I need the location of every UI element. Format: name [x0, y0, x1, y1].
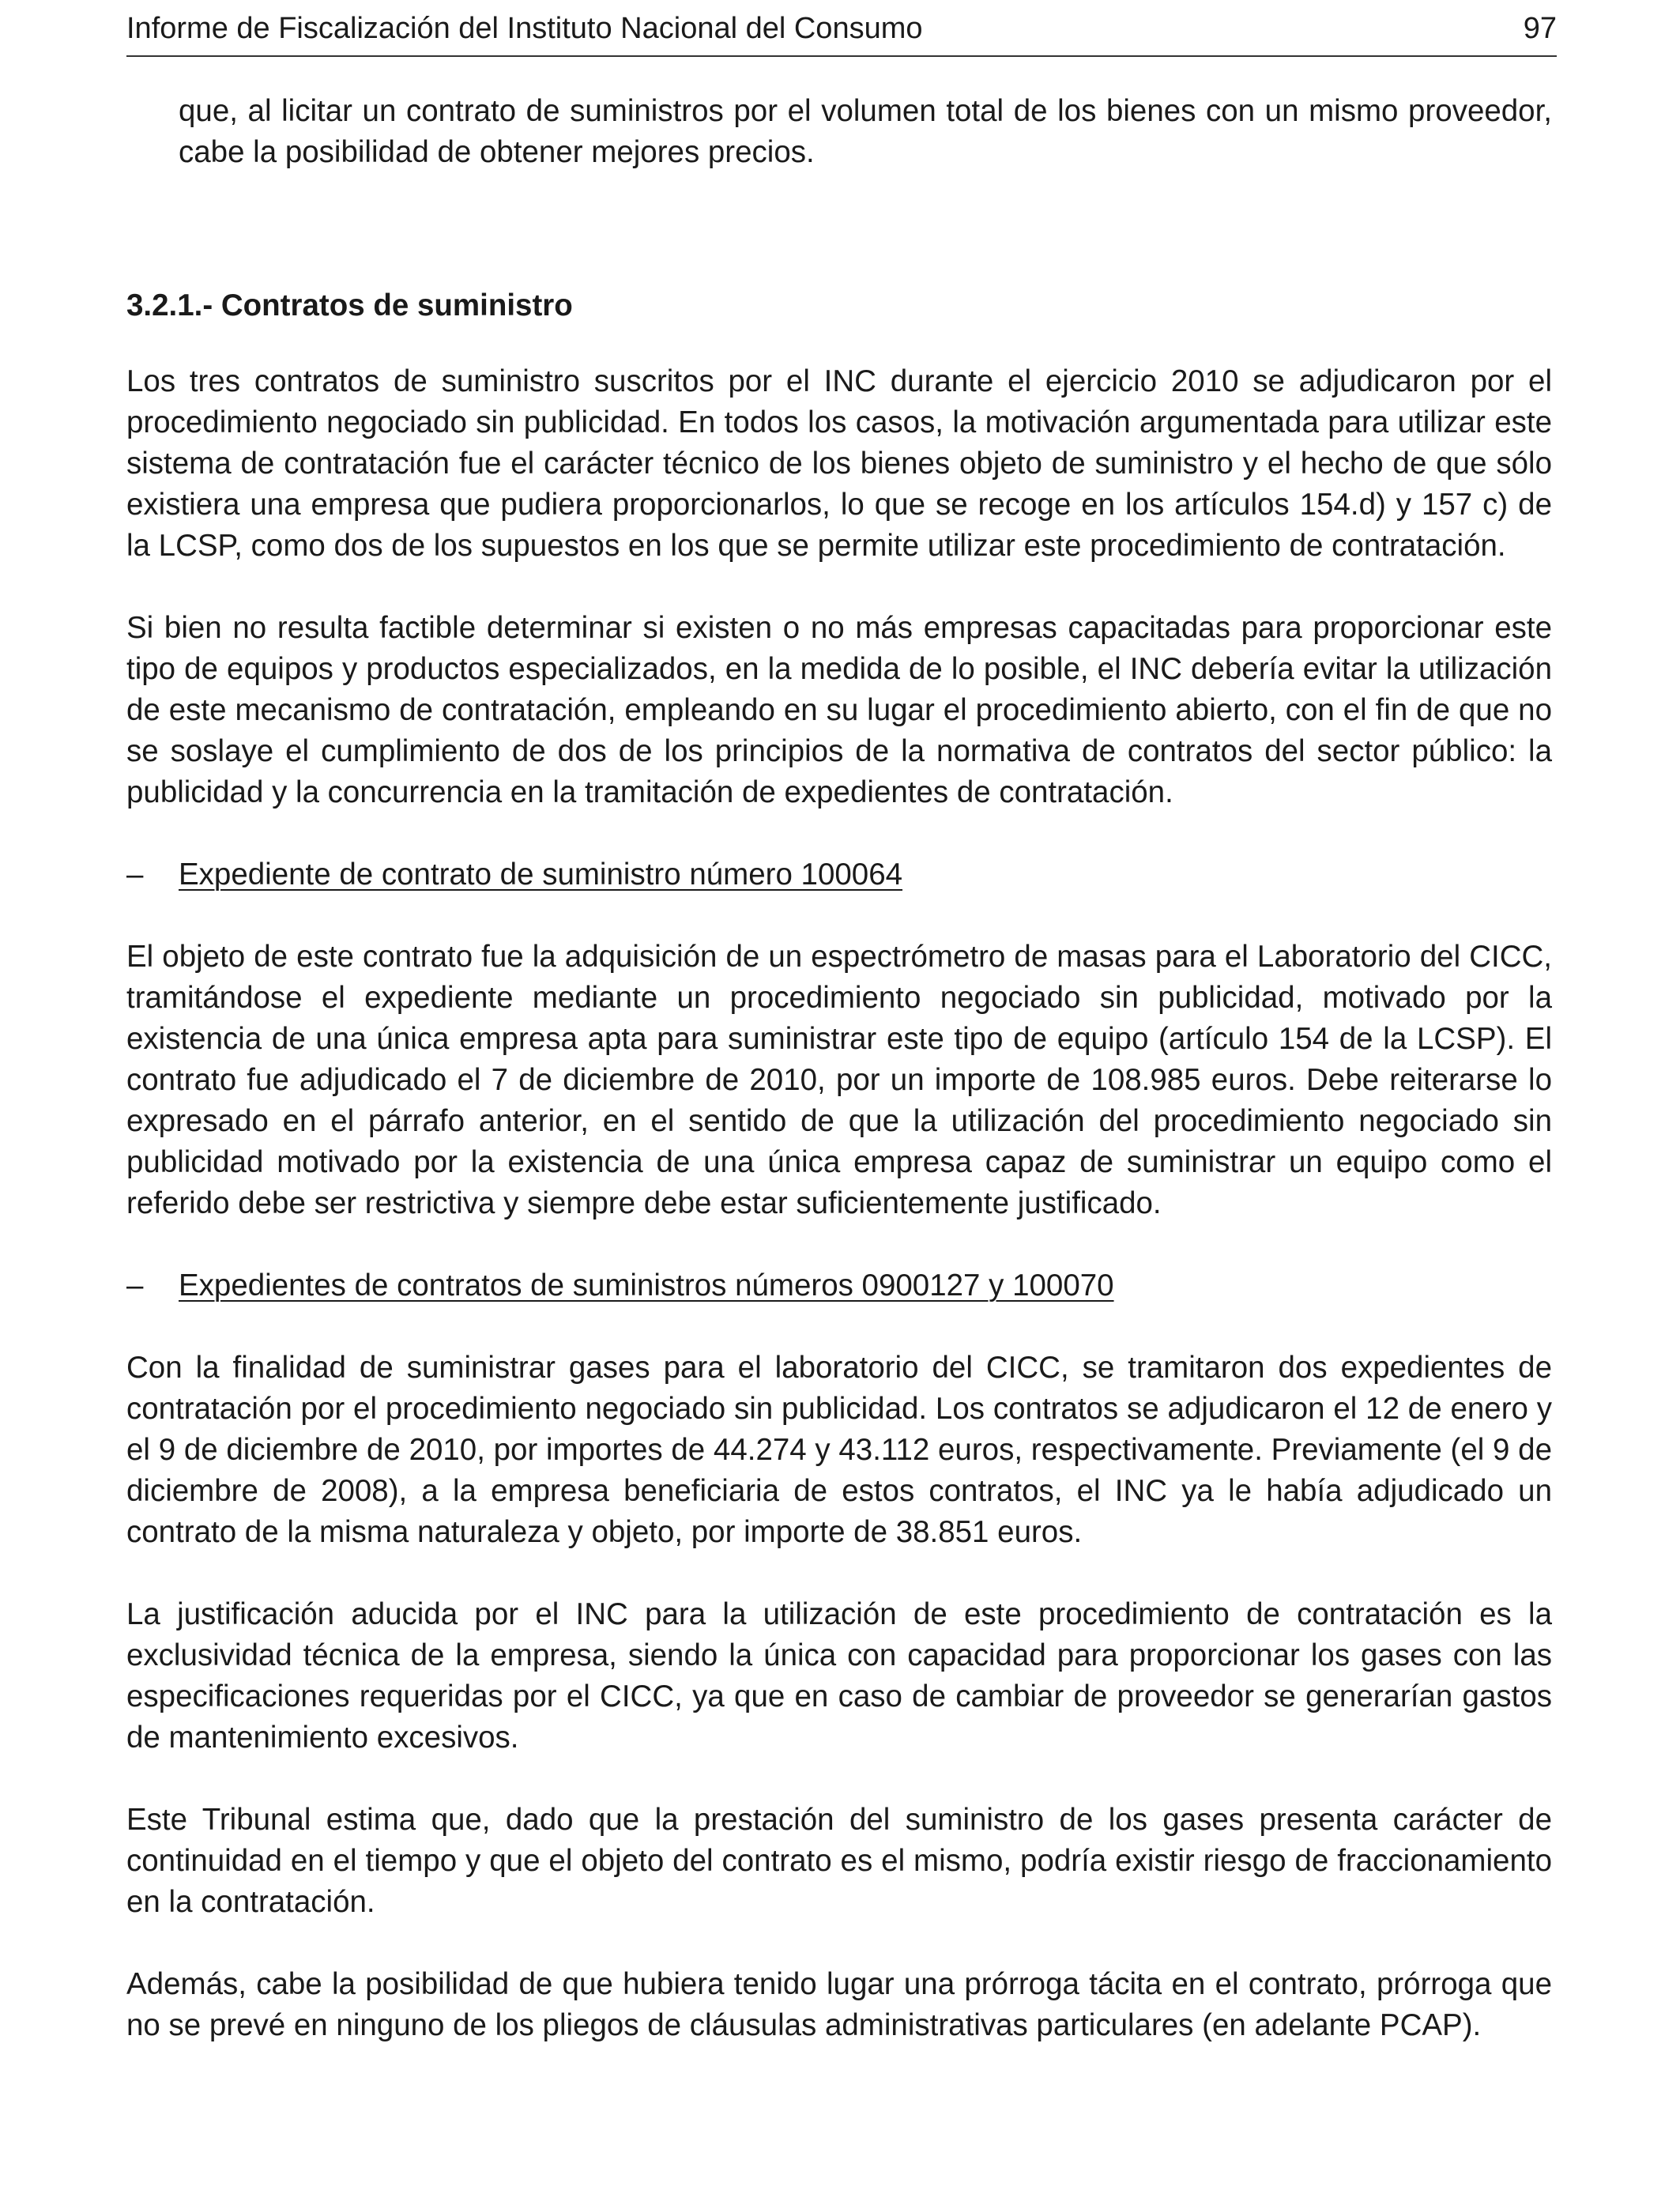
section-heading: 3.2.1.- Contratos de suministro — [126, 288, 573, 322]
paragraph-7: Además, cabe la posibilidad de que hubiera tenido lugar una prórroga tácita en el contrato, prórroga que no se prevé en ninguno de los pliegos de cláusulas administrativas particulares (en adelante PCAP). — [126, 1967, 1552, 2042]
running-header — [126, 11, 1557, 57]
dash-bullet-icon: – — [126, 1269, 144, 1302]
paragraph-1: Los tres contratos de suministro suscritos por el INC durante el ejercicio 2010 se adjudicaron por el procedimiento negociado sin publicidad. En todos los casos, la motivación argumentada para utilizar este sistema de contratación fue el carácter técnico de los bienes objeto de suministro y el hecho de que sólo existiera una empresa que pudiera proporcionarlos, lo que se recoge en los artículos 154.d) y 157 c) de la LCSP, como dos de los supuestos en los que se permite utilizar este procedimiento de contratación. — [126, 364, 1552, 563]
bullet-title-2: Expedientes de contratos de suministros números 0900127 y 100070 — [179, 1269, 1114, 1302]
continuation-paragraph: que, al licitar un contrato de suministros por el volumen total de los bienes con un mismo proveedor, cabe la posibilidad de obtener mejores precios. — [179, 94, 1552, 169]
paragraph-3: El objeto de este contrato fue la adquisición de un espectrómetro de masas para el Laboratorio del CICC, tramitándose el expediente mediante un procedimiento negociado sin publicidad, motivado por la existencia de una única empresa apta para suministrar este tipo de equipo (artículo 154 de la LCSP). El contrato fue adjudicado el 7 de diciembre de 2010, por un importe de 108.985 euros. Debe reiterarse lo expresado en el párrafo anterior, en el sentido de que la utilización del procedimiento negociado sin publicidad motivado por la existencia de una única empresa capaz de suministrar un equipo como el referido debe ser restrictiva y siempre debe estar suficientemente justificado. — [126, 940, 1552, 1220]
bullet-title-1: Expediente de contrato de suministro número 100064 — [179, 858, 903, 892]
dash-bullet-icon: – — [126, 858, 144, 892]
paragraph-5: La justificación aducida por el INC para la utilización de este procedimiento de contratación es la exclusividad técnica de la empresa, siendo la única con capacidad para proporcionar los gases con las especificaciones requeridas por el CICC, ya que en caso de cambiar de proveedor se generarían gastos de mantenimiento excesivos. — [126, 1597, 1552, 1755]
paragraph-2: Si bien no resulta factible determinar si existen o no más empresas capacitadas para proporcionar este tipo de equipos y productos especializados, en la medida de lo posible, el INC debería evitar la utilización de este mecanismo de contratación, empleando en su lugar el procedimiento abierto, con el fin de que no se soslaye el cumplimiento de dos de los principios de la normativa de contratos del sector público: la publicidad y la concurrencia en la tramitación de expedientes de contratación. — [126, 611, 1552, 809]
bullet-item-2 — [126, 1265, 1552, 1306]
paragraph-6: Este Tribunal estima que, dado que la prestación del suministro de los gases presenta carácter de continuidad en el tiempo y que el objeto del contrato es el mismo, podría existir riesgo de fraccionamiento en la contratación. — [126, 1803, 1552, 1919]
page-number: 97 — [1523, 12, 1557, 45]
header-title: Informe de Fiscalización del Instituto Nacional del Consumo — [126, 12, 923, 45]
bullet-item-1 — [126, 854, 1552, 895]
document-body — [126, 91, 1552, 2046]
paragraph-4: Con la finalidad de suministrar gases para el laboratorio del CICC, se tramitaron dos expedientes de contratación por el procedimiento negociado sin publicidad. Los contratos se adjudicaron el 12 de enero y el 9 de diciembre de 2010, por importes de 44.274 y 43.112 euros, respectivamente. Previamente (el 9 de diciembre de 2008), a la empresa beneficiaria de estos contratos, el INC ya le había adjudicado un contrato de la misma naturaleza y objeto, por importe de 38.851 euros. — [126, 1351, 1552, 1549]
